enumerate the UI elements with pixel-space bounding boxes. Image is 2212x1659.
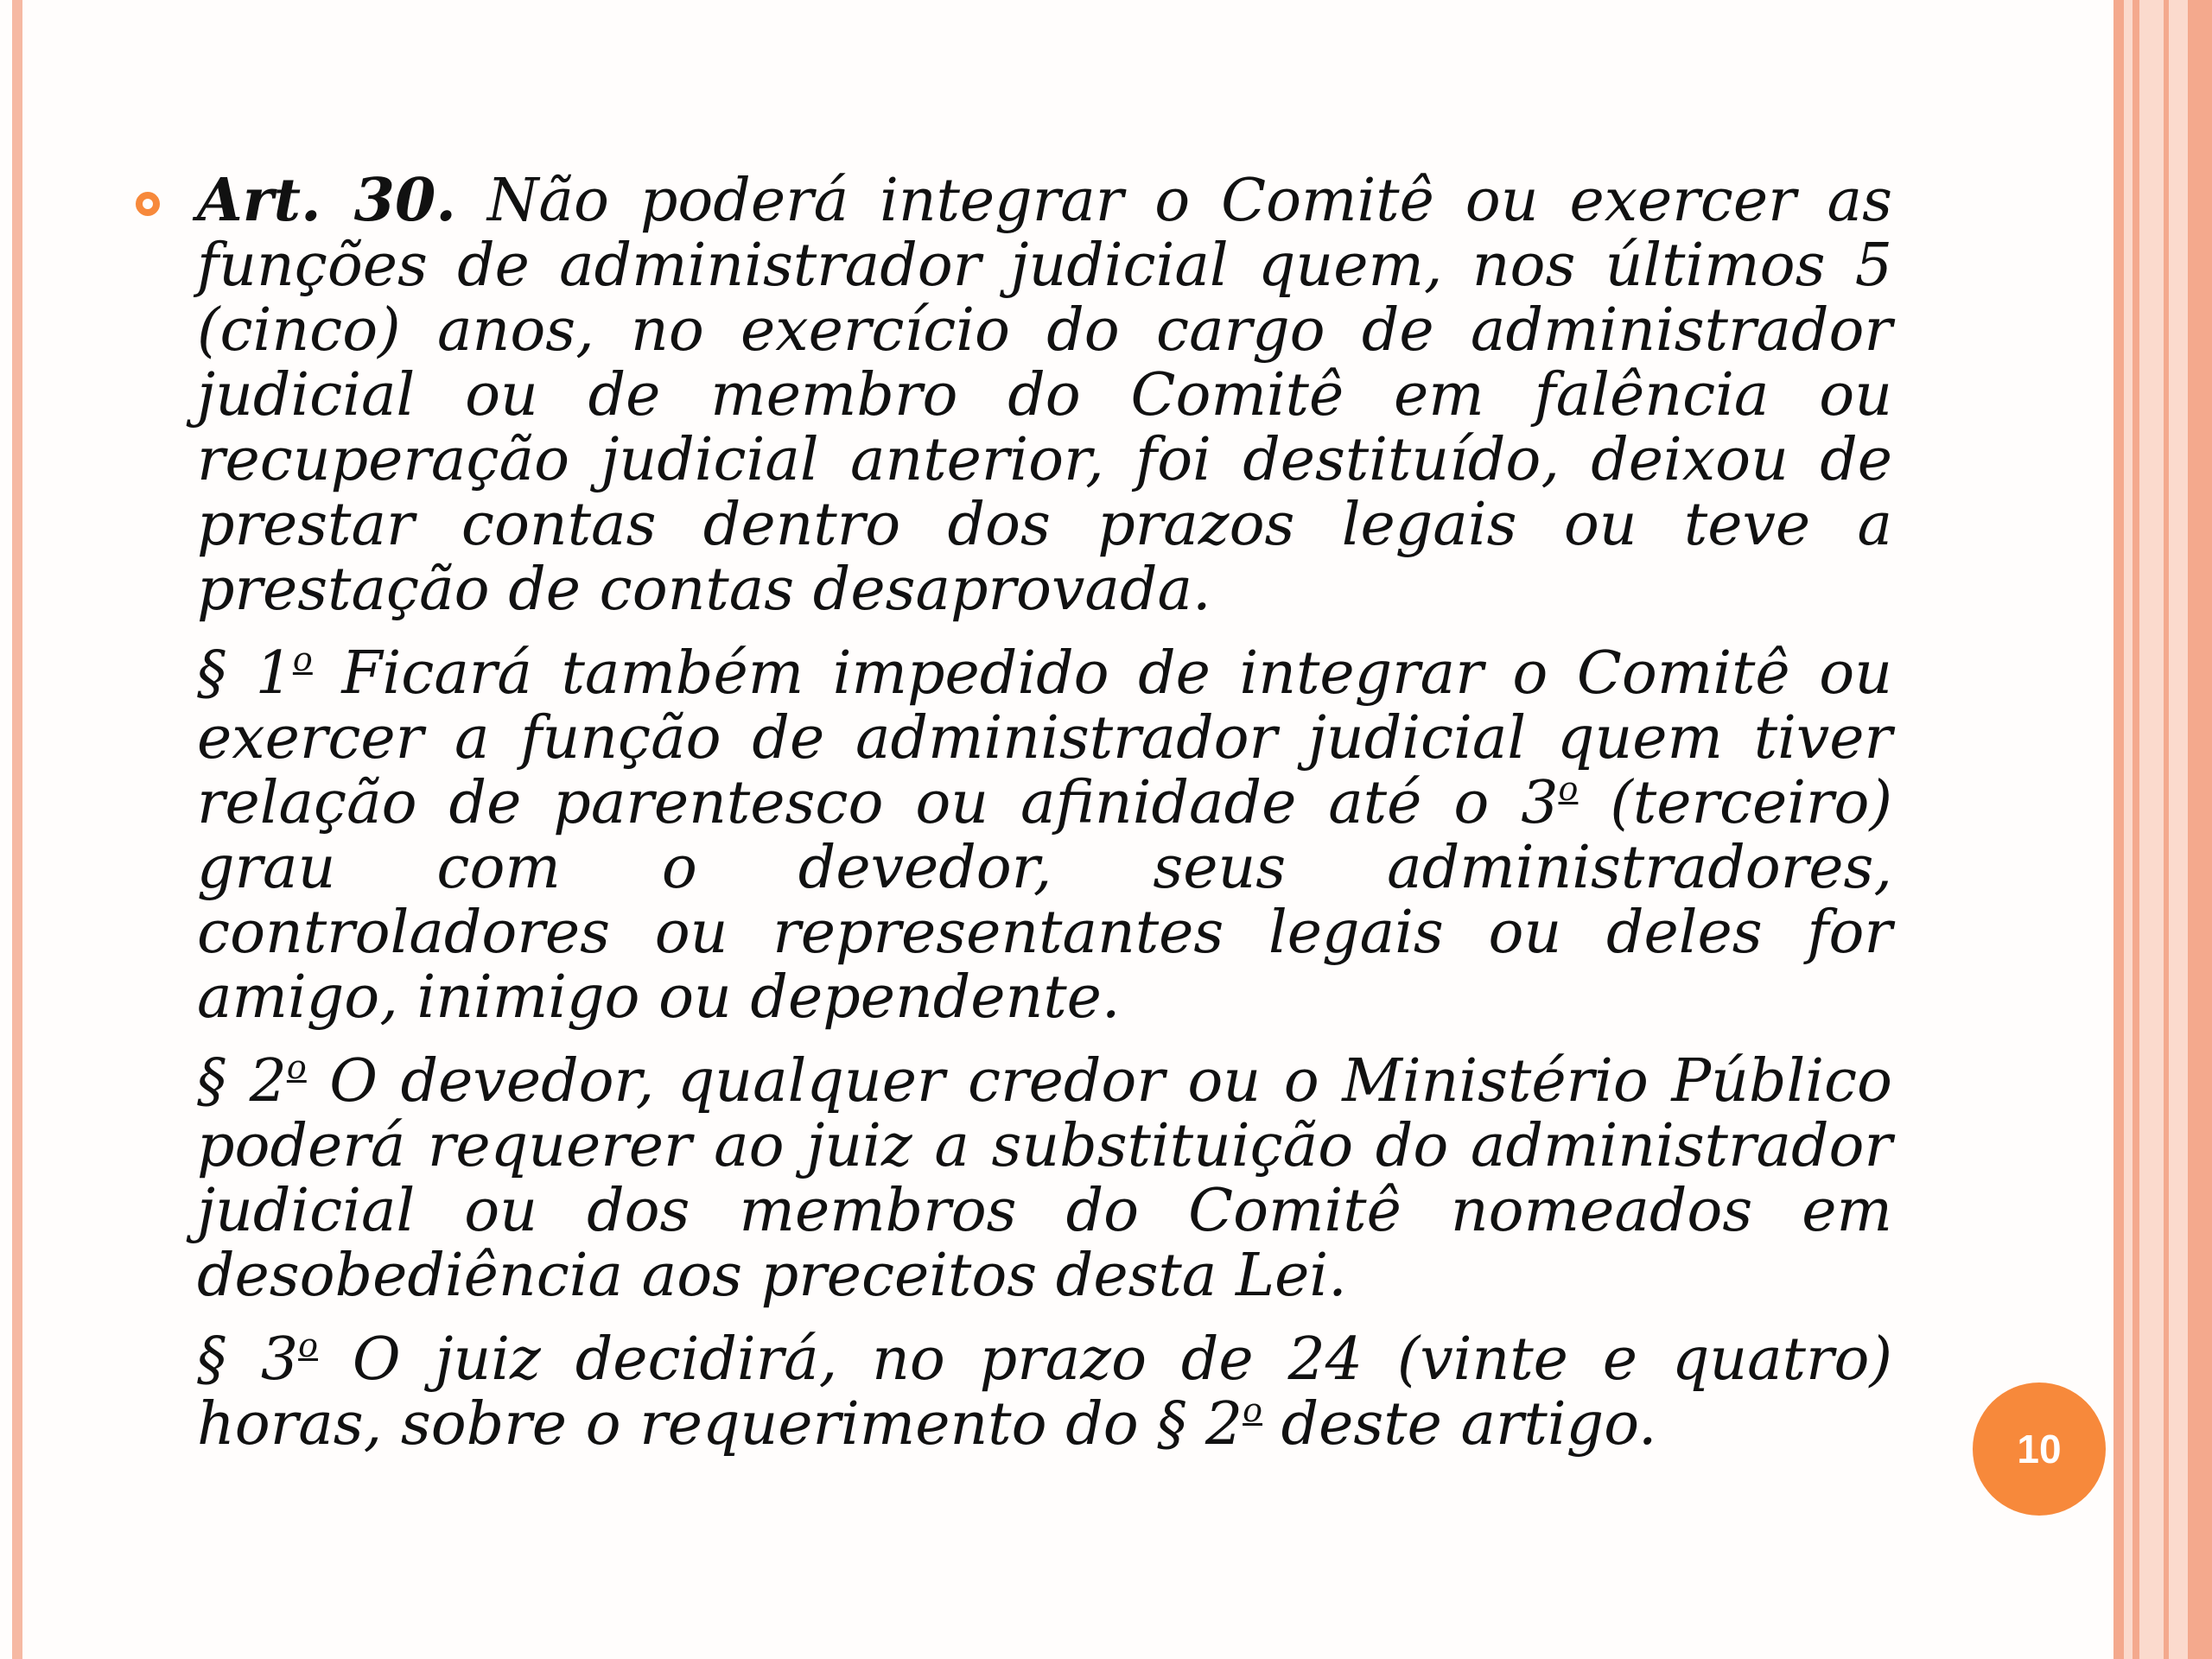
paragraph-3-ordinal: o xyxy=(298,1326,318,1364)
paragraph-1 xyxy=(197,641,1892,1030)
slide-body xyxy=(197,168,1892,1476)
paragraph-2-prefix: § 2 xyxy=(197,1047,287,1116)
band-stripe xyxy=(2133,0,2139,1659)
paragraph-2 xyxy=(197,1049,1892,1308)
paragraph-3 xyxy=(197,1327,1892,1457)
band-stripe xyxy=(2113,0,2124,1659)
paragraph-3-ordinal-b: o xyxy=(1243,1391,1263,1429)
circle-bullet-icon xyxy=(136,192,160,216)
paragraph-1-prefix: § 1 xyxy=(197,639,293,708)
article-paragraph xyxy=(197,168,1892,622)
paragraph-3-text-b: deste artigo. xyxy=(1262,1390,1657,1459)
paragraph-1-text-a: Ficará também impedido de integrar o Comitê ou exercer a função de administrador judicial quem tiver relação de parentesco ou afinidade até o 3 xyxy=(197,639,1892,837)
paragraph-2-ordinal: o xyxy=(286,1048,307,1086)
article-text: Não poderá integrar o Comitê ou exercer as funções de administrador judicial quem, nos últimos 5 (cinco) anos, no exercício do cargo de administrador judicial ou de membro do Comitê em falência ou recuperação judicial anterior, foi destituído, deixou de prestar contas dentro dos prazos legais ou teve a prestação de contas desaprovada. xyxy=(197,167,1892,624)
article-label: Art. 30. xyxy=(197,166,456,235)
page-number-badge: 10 xyxy=(1973,1382,2106,1516)
paragraph-1-ordinal: o xyxy=(292,640,313,678)
left-border-line xyxy=(12,0,22,1659)
band-stripe xyxy=(2164,0,2169,1659)
paragraph-1-ordinal-b: o xyxy=(1558,770,1579,808)
paragraph-1-text-b: (terceiro) grau com o devedor, seus administradores, controladores ou representantes legais ou deles for amigo, inimigo ou dependente. xyxy=(197,769,1892,1032)
paragraph-3-text-a: O juiz decidirá, no prazo de 24 (vinte e quatro) horas, sobre o requerimento do § 2 xyxy=(197,1325,1892,1459)
paragraph-2-text: O devedor, qualquer credor ou o Ministério Público poderá requerer ao juiz a substituição do administrador judicial ou dos membros do Comitê nomeados em desobediência aos preceitos desta Lei. xyxy=(197,1047,1892,1310)
paragraph-3-prefix: § 3 xyxy=(197,1325,299,1394)
band-stripe xyxy=(2188,0,2212,1659)
right-decorative-band xyxy=(2113,0,2212,1659)
